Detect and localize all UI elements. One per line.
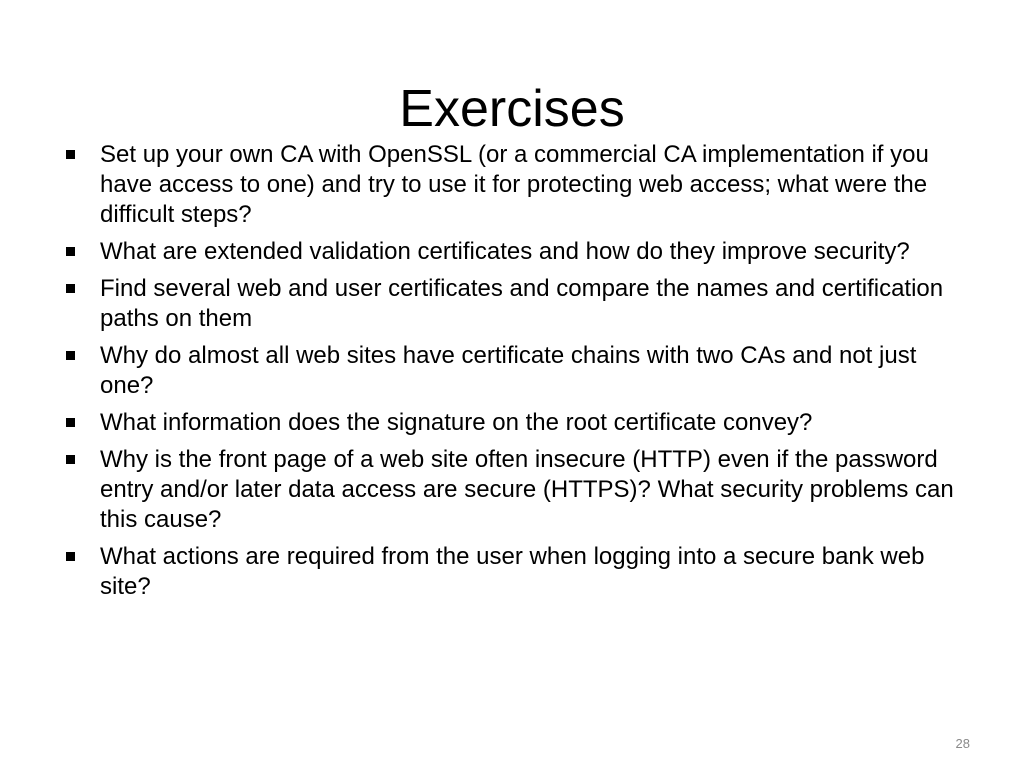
- square-bullet-icon: [66, 351, 75, 360]
- bullet-text: What are extended validation certificates and how do they improve security?: [100, 238, 910, 265]
- bullet-text: Why is the front page of a web site often insecure (HTTP) even if the password entry and/or later data access are secure (HTTPS)? What security problems can this cause?: [100, 446, 954, 533]
- square-bullet-icon: [66, 247, 75, 256]
- bullet-text: What information does the signature on the root certificate convey?: [100, 409, 813, 436]
- square-bullet-icon: [66, 418, 75, 427]
- bullet-list: [60, 140, 965, 609]
- bullet-item: [60, 341, 965, 401]
- square-bullet-icon: [66, 150, 75, 159]
- bullet-text: Find several web and user certificates and compare the names and certification paths on them: [100, 275, 944, 332]
- page-number: 28: [955, 736, 970, 751]
- square-bullet-icon: [66, 552, 75, 561]
- square-bullet-icon: [66, 455, 75, 464]
- bullet-item: [60, 445, 965, 535]
- bullet-item: [60, 408, 965, 438]
- bullet-item: [60, 140, 965, 230]
- bullet-item: [60, 237, 965, 267]
- bullet-item: [60, 542, 965, 602]
- square-bullet-icon: [66, 284, 75, 293]
- slide-title: Exercises: [399, 79, 625, 138]
- bullet-item: [60, 274, 965, 334]
- bullet-text: Set up your own CA with OpenSSL (or a commercial CA implementation if you have access to one) and try to use it for protecting web access; what were the difficult steps?: [100, 141, 929, 228]
- bullet-text: Why do almost all web sites have certificate chains with two CAs and not just one?: [100, 342, 917, 399]
- bullet-text: What actions are required from the user when logging into a secure bank web site?: [100, 543, 925, 600]
